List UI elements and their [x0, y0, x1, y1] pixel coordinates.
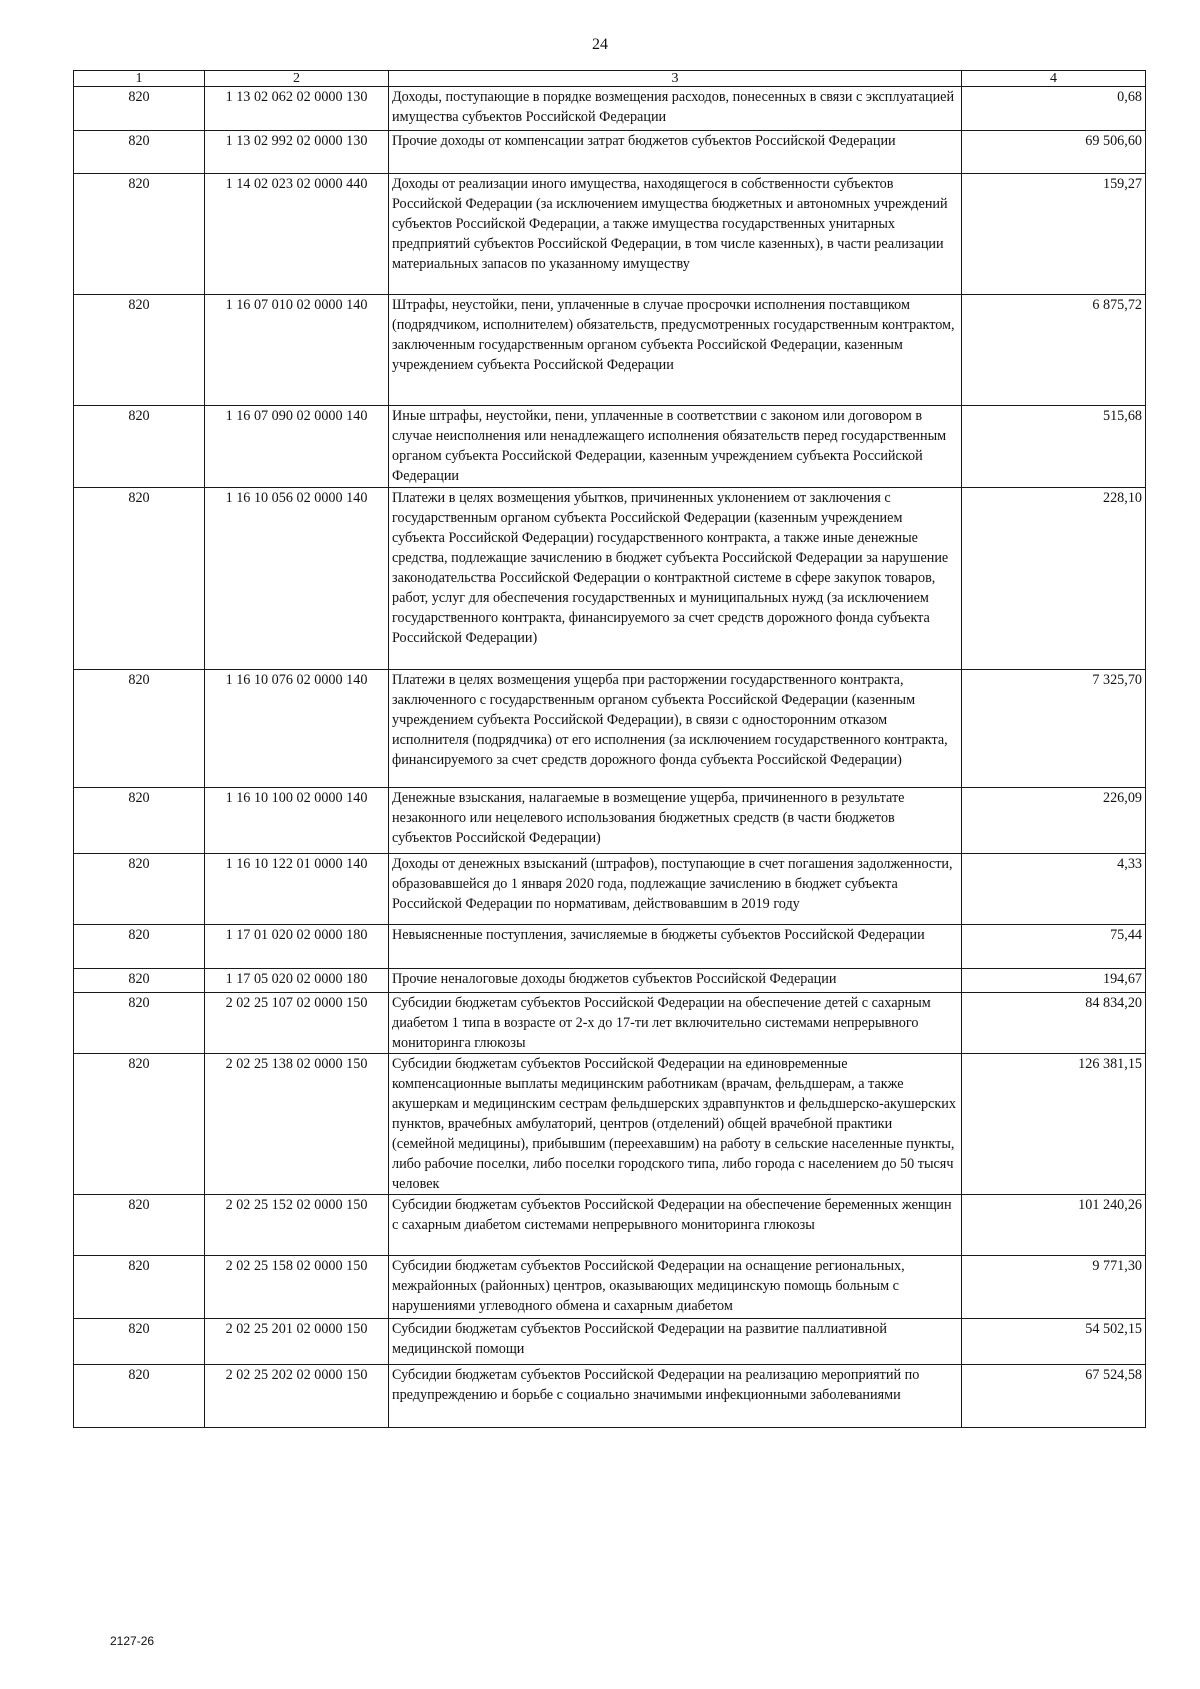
- admin-code-cell: 820: [74, 1365, 205, 1428]
- income-code-cell: 1 14 02 023 02 0000 440: [205, 174, 389, 295]
- income-name-cell: Доходы от реализации иного имущества, находящегося в собственности субъектов Российской Федерации (за исключением имущества бюджетных и автономных учреждений субъектов Российской Федерации, а также имущества государственных унитарных предприятий субъектов Российской Федерации, в том числе казенных), в части реализации материальных запасов по указанному имуществу: [389, 174, 962, 295]
- admin-code-cell: 820: [74, 993, 205, 1054]
- income-name-cell: Субсидии бюджетам субъектов Российской Федерации на обеспечение беременных женщин с сахарным диабетом системами непрерывного мониторинга глюкозы: [389, 1195, 962, 1256]
- income-code-cell: 2 02 25 152 02 0000 150: [205, 1195, 389, 1256]
- income-name-cell: Прочие неналоговые доходы бюджетов субъектов Российской Федерации: [389, 969, 962, 993]
- table-row: [74, 406, 1146, 488]
- amount-cell: 228,10: [962, 488, 1146, 670]
- income-name-cell: Денежные взыскания, налагаемые в возмещение ущерба, причиненного в результате незаконного или нецелевого использования бюджетных средств (в части бюджетов субъектов Российской Федерации): [389, 788, 962, 854]
- income-name-cell: Субсидии бюджетам субъектов Российской Федерации на обеспечение детей с сахарным диабетом 1 типа в возрасте от 2-х до 17-ти лет включительно системами непрерывного мониторинга глюкозы: [389, 993, 962, 1054]
- income-code-cell: 1 16 10 076 02 0000 140: [205, 670, 389, 788]
- table-header-row: [74, 71, 1146, 87]
- table-row: [74, 969, 1146, 993]
- table-row: [74, 295, 1146, 406]
- admin-code-cell: 820: [74, 1195, 205, 1256]
- admin-code-cell: 820: [74, 854, 205, 925]
- amount-cell: 67 524,58: [962, 1365, 1146, 1428]
- column-header-4: 4: [962, 71, 1146, 87]
- table-body: [74, 87, 1146, 1428]
- admin-code-cell: 820: [74, 1319, 205, 1365]
- income-code-cell: 1 17 01 020 02 0000 180: [205, 925, 389, 969]
- income-name-cell: Платежи в целях возмещения убытков, причиненных уклонением от заключения с государственным органом субъекта Российской Федерации (казенным учреждением субъекта Российской Федерации) государственного контракта, а также иные денежные средства, подлежащие зачислению в бюджет субъекта Российской Федерации за нарушение законодательства Российской Федерации о контрактной системе в сфере закупок товаров, работ, услуг для обеспечения государственных и муниципальных нужд (за исключением государственного контракта, финансируемого за счет средств дорожного фонда субъекта Российской Федерации): [389, 488, 962, 670]
- table-row: [74, 1054, 1146, 1195]
- admin-code-cell: 820: [74, 87, 205, 131]
- column-header-3: 3: [389, 71, 962, 87]
- table-row: [74, 131, 1146, 174]
- amount-cell: 69 506,60: [962, 131, 1146, 174]
- income-code-cell: 2 02 25 201 02 0000 150: [205, 1319, 389, 1365]
- table-row: [74, 788, 1146, 854]
- amount-cell: 159,27: [962, 174, 1146, 295]
- table-row: [74, 670, 1146, 788]
- amount-cell: 226,09: [962, 788, 1146, 854]
- page-number: 24: [592, 36, 608, 53]
- amount-cell: 9 771,30: [962, 1256, 1146, 1319]
- income-code-cell: 1 16 10 056 02 0000 140: [205, 488, 389, 670]
- income-name-cell: Субсидии бюджетам субъектов Российской Федерации на единовременные компенсационные выплаты медицинским работникам (врачам, фельдшерам, а также акушеркам и медицинским сестрам фельдшерских здравпунктов и фельдшерско-акушерских пунктов, врачебных амбулаторий, центров (отделений) общей врачебной практики (семейной медицины), прибывшим (переехавшим) на работу в сельские населенные пункты, либо рабочие поселки, либо поселки городского типа, либо города с населением до 50 тысяч человек: [389, 1054, 962, 1195]
- admin-code-cell: 820: [74, 131, 205, 174]
- column-header-1: 1: [74, 71, 205, 87]
- table-row: [74, 87, 1146, 131]
- income-name-cell: Прочие доходы от компенсации затрат бюджетов субъектов Российской Федерации: [389, 131, 962, 174]
- amount-cell: 4,33: [962, 854, 1146, 925]
- table-row: [74, 993, 1146, 1054]
- amount-cell: 54 502,15: [962, 1319, 1146, 1365]
- income-name-cell: Невыясненные поступления, зачисляемые в бюджеты субъектов Российской Федерации: [389, 925, 962, 969]
- income-name-cell: Штрафы, неустойки, пени, уплаченные в случае просрочки исполнения поставщиком (подрядчиком, исполнителем) обязательств, предусмотренных государственным контрактом, заключенным государственным органом субъекта Российской Федерации, казенным учреждением субъекта Российской Федерации: [389, 295, 962, 406]
- income-name-cell: Субсидии бюджетам субъектов Российской Федерации на реализацию мероприятий по предупреждению и борьбе с социально значимыми инфекционными заболеваниями: [389, 1365, 962, 1428]
- amount-cell: 6 875,72: [962, 295, 1146, 406]
- table-row: [74, 174, 1146, 295]
- column-header-2: 2: [205, 71, 389, 87]
- amount-cell: 101 240,26: [962, 1195, 1146, 1256]
- income-name-cell: Платежи в целях возмещения ущерба при расторжении государственного контракта, заключенного с государственным органом субъекта Российской Федерации (казенным учреждением субъекта Российской Федерации), в связи с односторонним отказом исполнителя (подрядчика) от его исполнения (за исключением государственного контракта, финансируемого за счет средств дорожного фонда субъекта Российской Федерации): [389, 670, 962, 788]
- income-code-cell: 1 16 07 010 02 0000 140: [205, 295, 389, 406]
- amount-cell: 0,68: [962, 87, 1146, 131]
- admin-code-cell: 820: [74, 174, 205, 295]
- income-code-cell: 1 16 07 090 02 0000 140: [205, 406, 389, 488]
- admin-code-cell: 820: [74, 295, 205, 406]
- admin-code-cell: 820: [74, 406, 205, 488]
- income-code-cell: 2 02 25 202 02 0000 150: [205, 1365, 389, 1428]
- admin-code-cell: 820: [74, 925, 205, 969]
- income-code-cell: 1 16 10 100 02 0000 140: [205, 788, 389, 854]
- admin-code-cell: 820: [74, 670, 205, 788]
- income-code-cell: 1 13 02 992 02 0000 130: [205, 131, 389, 174]
- income-code-cell: 1 13 02 062 02 0000 130: [205, 87, 389, 131]
- income-name-cell: Иные штрафы, неустойки, пени, уплаченные в соответствии с законом или договором в случае неисполнения или ненадлежащего исполнения обязательств перед государственным органом субъекта Российской Федерации, казенным учреждением субъекта Российской Федерации: [389, 406, 962, 488]
- admin-code-cell: 820: [74, 488, 205, 670]
- amount-cell: 7 325,70: [962, 670, 1146, 788]
- income-name-cell: Доходы, поступающие в порядке возмещения расходов, понесенных в связи с эксплуатацией имущества субъектов Российской Федерации: [389, 87, 962, 131]
- budget-income-table: [73, 70, 1146, 1428]
- table-row: [74, 1365, 1146, 1428]
- income-name-cell: Доходы от денежных взысканий (штрафов), поступающие в счет погашения задолженности, образовавшейся до 1 января 2020 года, подлежащие зачислению в бюджет субъекта Российской Федерации по нормативам, действовавшим в 2019 году: [389, 854, 962, 925]
- amount-cell: 84 834,20: [962, 993, 1146, 1054]
- table-row: [74, 1256, 1146, 1319]
- table-row: [74, 925, 1146, 969]
- admin-code-cell: 820: [74, 1054, 205, 1195]
- amount-cell: 75,44: [962, 925, 1146, 969]
- income-code-cell: 1 16 10 122 01 0000 140: [205, 854, 389, 925]
- table-row: [74, 854, 1146, 925]
- table-row: [74, 1195, 1146, 1256]
- amount-cell: 126 381,15: [962, 1054, 1146, 1195]
- admin-code-cell: 820: [74, 1256, 205, 1319]
- amount-cell: 515,68: [962, 406, 1146, 488]
- income-code-cell: 1 17 05 020 02 0000 180: [205, 969, 389, 993]
- admin-code-cell: 820: [74, 788, 205, 854]
- table-row: [74, 1319, 1146, 1365]
- income-name-cell: Субсидии бюджетам субъектов Российской Федерации на развитие паллиативной медицинской помощи: [389, 1319, 962, 1365]
- income-code-cell: 2 02 25 138 02 0000 150: [205, 1054, 389, 1195]
- income-name-cell: Субсидии бюджетам субъектов Российской Федерации на оснащение региональных, межрайонных (районных) центров, оказывающих медицинскую помощь больным с нарушениями углеводного обмена и сахарным диабетом: [389, 1256, 962, 1319]
- amount-cell: 194,67: [962, 969, 1146, 993]
- table-row: [74, 488, 1146, 670]
- document-code: 2127-26: [110, 1634, 155, 1648]
- admin-code-cell: 820: [74, 969, 205, 993]
- income-code-cell: 2 02 25 107 02 0000 150: [205, 993, 389, 1054]
- income-code-cell: 2 02 25 158 02 0000 150: [205, 1256, 389, 1319]
